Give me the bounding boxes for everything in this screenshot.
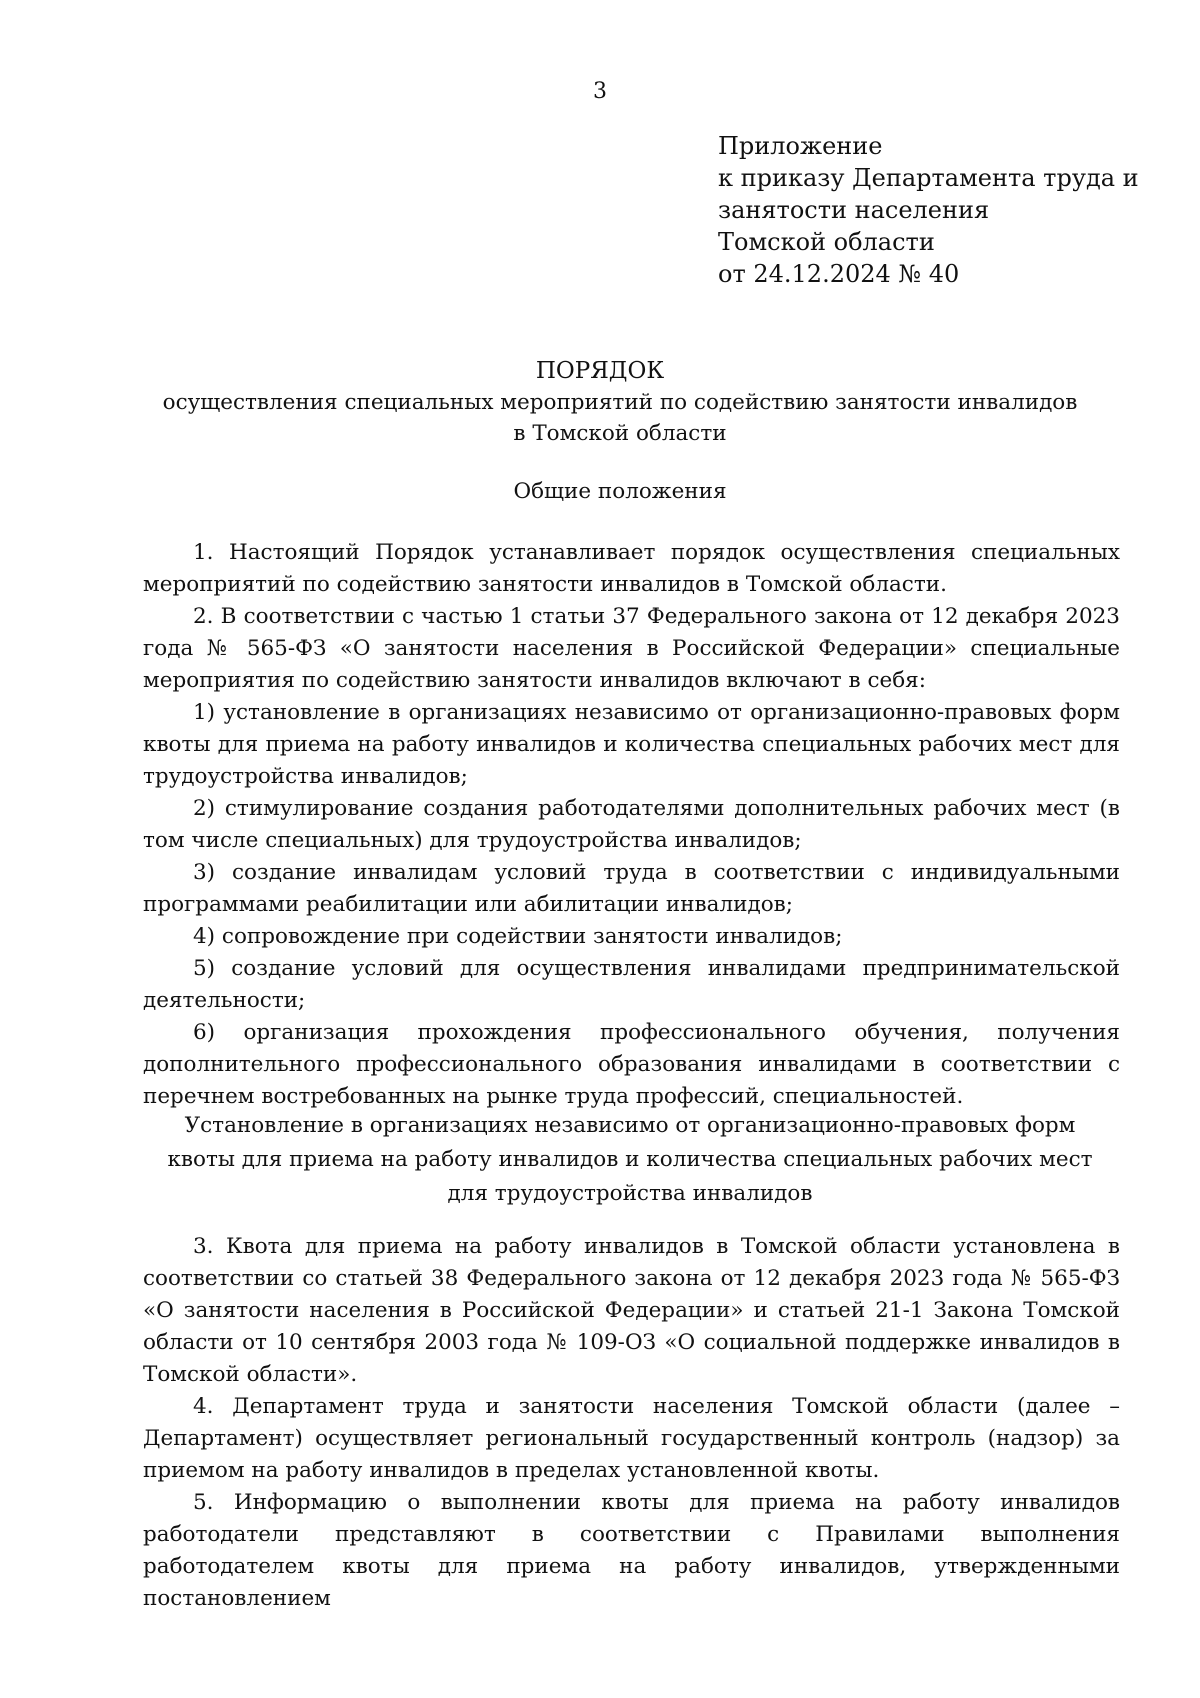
appendix-line: Томской области [718,228,935,256]
document-subtitle: осуществления специальных мероприятий по содействию занятости инвалидов в Томской области [162,390,1078,446]
paragraph: 1) установление в организациях независимо от организационно-правовых форм квоты для приема на работу инвалидов и количества специальных рабочих мест для трудоустройства инвалидов; [143,700,1120,789]
paragraph: 2) стимулирование создания работодателями дополнительных рабочих мест (в том числе специальных) для трудоустройства инвалидов; [143,796,1120,853]
paragraph: 4) сопровождение при содействии занятости инвалидов; [193,924,843,949]
appendix-block [718,130,1178,290]
paragraph: 4. Департамент труда и занятости населения Томской области (далее – Департамент) осуществляет региональный государственный контроль (надзор) за приемом на работу инвалидов в пределах установленной квоты. [143,1394,1120,1483]
document-title: ПОРЯДОК [535,358,665,384]
appendix-line: от 24.12.2024 № 40 [718,260,960,288]
page-number: 3 [593,79,607,104]
paragraph: 6) организация прохождения профессионального обучения, получения дополнительного профессионального образования инвалидами в соответствии с перечнем востребованных на рынке труда профессий, специальностей. [143,1020,1120,1109]
paragraph: 2. В соответствии с частью 1 статьи 37 Федерального закона от 12 декабря 2023 года № 565-ФЗ «О занятости населения в Российской Федерации» специальные мероприятия по содействию занятости инвалидов включают в себя: [143,604,1120,693]
section-body-general [143,537,1120,1113]
paragraph: 5) создание условий для осуществления инвалидами предпринимательской деятельности; [143,956,1120,1013]
paragraph: 3) создание инвалидам условий труда в соответствии с индивидуальными программами реабилитации или абилитации инвалидов; [143,860,1120,917]
appendix-line: Приложение [718,132,883,160]
appendix-line: к приказу Департамента труда и [718,164,1139,192]
section-heading-quota: Установление в организациях независимо от организационно-правовых форм квоты для приема на работу инвалидов и количества специальных рабочих мест для трудоустройства инвалидов [167,1113,1093,1206]
section-heading-general: Общие положения [513,479,727,504]
paragraph: 1. Настоящий Порядок устанавливает порядок осуществления специальных мероприятий по содействию занятости инвалидов в Томской области. [143,540,1120,597]
appendix-line: занятости населения [718,196,990,224]
paragraph: 5. Информацию о выполнении квоты для приема на работу инвалидов работодатели представляют в соответствии с Правилами выполнения работодателем квоты для приема на работу инвалидов, утвержденными постановлением [143,1490,1120,1611]
paragraph: 3. Квота для приема на работу инвалидов в Томской области установлена в соответствии со статьей 38 Федерального закона от 12 декабря 2023 года № 565-ФЗ «О занятости населения в Российской Федерации» и статьей 21-1 Закона Томской области от 10 сентября 2003 года № 109-ОЗ «О социальной поддержке инвалидов в Томской области». [143,1234,1120,1387]
section-body-quota [143,1231,1120,1615]
